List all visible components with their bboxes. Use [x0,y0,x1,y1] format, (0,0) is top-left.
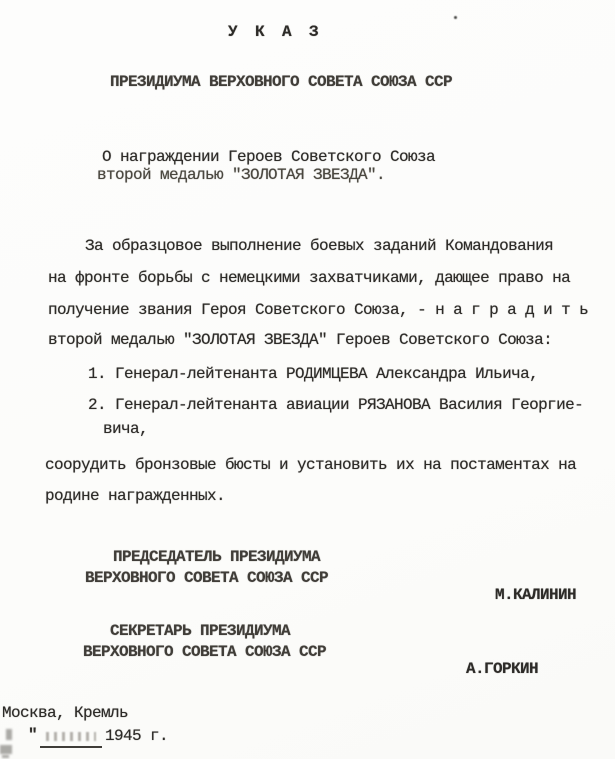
decree-title: У К А З [228,23,323,41]
decree-issuer: ПРЕЗИДИУМА ВЕРХОВНОГО СОВЕТА СОЮЗА ССР [110,73,453,91]
chairman-role-line-1: ПРЕДСЕДАТЕЛЬ ПРЕЗИДИУМА [113,548,321,566]
secretary-role-line-2: ВЕРХОВНОГО СОВЕТА СОЮЗА ССР [83,643,327,661]
subject-line-2: второй медалью "ЗОЛОТАЯ ЗВЕЗДА". [97,166,386,184]
preamble-line-4: второй медалью "ЗОЛОТАЯ ЗВЕЗДА" Героев Советского Союза: [48,331,553,349]
date-year: 1945 г. [105,727,169,745]
award-item-1: 1. Генерал-лейтенанта РОДИМЦЕВА Александра Ильича, [88,365,539,383]
date-blank-underline [40,730,102,748]
scan-artifact-faint-day-mark [6,729,12,740]
preamble-line-2: на фронте борьбы с немецкими захватчиками, дающее право на [48,269,571,287]
scan-artifact-bottom-left-dot [2,755,9,758]
scan-artifact-top-right-dot [454,16,457,19]
award-item-2-line-1: 2. Генерал-лейтенанта авиации РЯЗАНОВА Василия Георгие- [88,396,584,414]
award-item-2-line-2: вича, [103,420,149,438]
chairman-role-line-2: ВЕРХОВНОГО СОВЕТА СОЮЗА ССР [85,569,329,587]
scan-artifact-bottom-left-smudge [0,745,12,754]
closing-line-2: родине награжденных. [45,487,226,505]
secretary-signature-name: А.ГОРКИН [466,660,539,678]
preamble-line-3: получение звания Героя Советского Союза, - н а г р а д и т ь [48,301,589,319]
closing-line-1: соорудить бронзовые бюсты и установить их на постаментах на [45,456,577,474]
secretary-role-line-1: СЕКРЕТАРЬ ПРЕЗИДИУМА [110,622,291,640]
subject-line-1: О награждении Героев Советского Союза [102,148,436,166]
date-open-quote: " [28,726,38,744]
chairman-signature-name: М.КАЛИНИН [495,586,577,604]
place-line: Москва, Кремль [2,704,129,722]
preamble-line-1: За образцовое выполнение боевых заданий Командования [85,237,554,255]
